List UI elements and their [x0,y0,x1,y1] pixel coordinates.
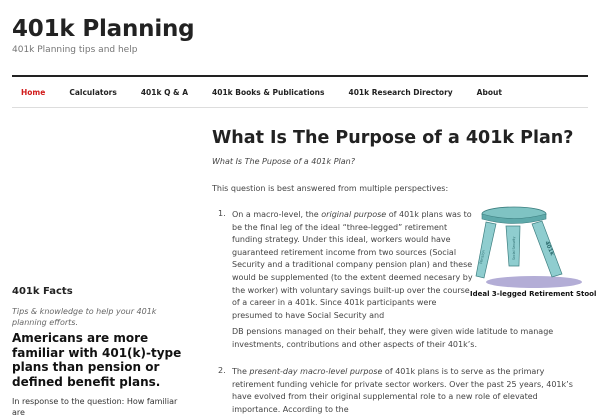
article-subtitle: What Is The Pupose of a 401k Plan? [212,157,355,166]
stool-leg-label-pension: Pension [479,249,486,265]
main-navigation [12,75,588,108]
stool-leg-left [476,222,496,278]
image-caption: Ideal 3-legged Retirement Stool [470,290,597,298]
list-item-2 [232,366,588,416]
nav-item-about[interactable]: About [476,87,502,97]
widget-title: 401k Facts [12,286,73,297]
list-item-1 [232,209,476,322]
stool-leg-label-401k: 401k [543,240,555,257]
list-number-1: 1. [218,209,226,218]
list-item-2-text-after: of 401k plans is to serve as the primary retirement funding vehicle for private sector workers. Over the past 25 years, 401k’s have evolved from their original supplemental role to a new role of elevated importance. According to the [232,367,573,414]
article [212,128,588,193]
widget-body-text: In response to the question: How familiar are [12,397,178,417]
article-title[interactable]: What Is The Purpose of a 401k Plan? [212,128,574,148]
stool-leg-label-social-security: Social Security [512,236,516,260]
list-item-2-text-before: The [232,367,250,376]
retirement-stool-image [472,204,588,294]
nav-item-research-directory[interactable]: 401k Research Directory [348,87,453,97]
sidebar-widget [12,286,190,418]
nav-item-books-publications[interactable]: 401k Books & Publications [212,87,325,97]
nav-item-calculators[interactable]: Calculators [69,87,117,97]
list-item-1-text-before: On a macro-level, the [232,210,322,219]
widget-headline: Americans are more familiar with 401(k)-type plans than pension or defined benefit plans. [12,331,182,389]
list-number-2: 2. [218,366,226,375]
list-item-2-emphasis: present-day macro-level purpose [249,367,383,376]
nav-item-home[interactable]: Home [21,87,46,97]
nav-item-401k-qa[interactable]: 401k Q & A [140,87,189,97]
list-item-1-continued: DB pensions managed on their behalf, they were given wide latitude to manage investments, contributions and other aspects of their 401k’s. [232,327,554,349]
site-description: 401k Planning tips and help [12,45,138,55]
widget-tagline: Tips & knowledge to help your 401k planning efforts. [12,307,157,327]
stool-shadow [486,276,582,288]
article-intro: This question is best answered from multiple perspectives: [212,184,449,193]
list-item-1-emphasis: original purpose [321,210,387,219]
list-item-1-text-after: of 401k plans was to be the final leg of the ideal “three-legged” retirement funding strategy. Under this ideal, workers would have guaranteed retirement income from two sources (Social Security and a traditional company pension plan) and these would be supplemented (to the extent deemed necesary by the worker) with voluntary savings built-up over the course of a career in a 401k. Since 401k participants were presumed to have Social Security and [232,210,473,320]
site-title[interactable]: 401k Planning [12,16,195,42]
